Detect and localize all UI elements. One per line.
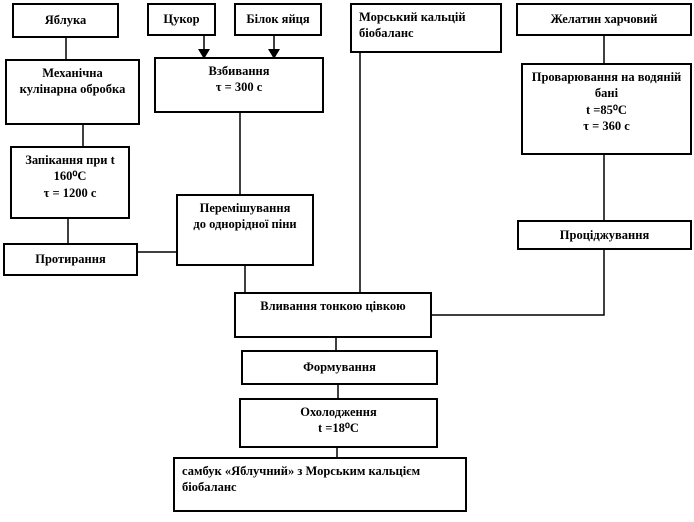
box-label: Вливання тонкою цівкою [260, 299, 406, 313]
box-label: самбук «Яблучний» з Морським кальцієм [182, 464, 421, 478]
box-label: Проварювання на водяній [531, 70, 682, 84]
box-step-baking [10, 146, 130, 219]
box-label: бані [594, 86, 619, 101]
box-label: Запікання при t [25, 153, 115, 167]
box-ingredient-sea-calcium [350, 3, 502, 53]
box-label: Яблука [44, 13, 87, 28]
box-label: t =85⁰С [586, 102, 627, 117]
box-step-cooling [239, 398, 438, 448]
box-step-forming [241, 350, 438, 385]
box-label: Морський кальцій [359, 10, 466, 24]
box-label: кулінарна обробка [19, 82, 126, 97]
box-label: t =18⁰С [318, 421, 359, 436]
box-step-straining [517, 220, 692, 250]
box-step-mechanical-processing [5, 59, 140, 125]
box-step-thin-stream-pouring [234, 292, 432, 338]
box-label: до однорідної піни [193, 217, 297, 232]
box-label: Протирання [35, 252, 106, 267]
box-label: Желатин харчовий [550, 12, 658, 27]
box-label: Формування [303, 360, 376, 375]
box-label: Механічна [42, 66, 103, 80]
box-label: Цукор [163, 12, 200, 27]
box-label: біобаланс [359, 26, 414, 41]
box-label: τ = 360 с [583, 118, 630, 133]
box-ingredient-apples [12, 3, 119, 38]
box-step-mixing [176, 194, 314, 266]
box-label: 160⁰С [53, 169, 87, 184]
box-label: Проціджування [559, 227, 650, 242]
box-ingredient-sugar [147, 3, 216, 36]
box-label: Перемішування [199, 201, 291, 215]
box-label: Білок яйця [246, 12, 310, 27]
box-label: біобаланс [182, 480, 237, 495]
box-label: τ = 1200 с [43, 185, 97, 200]
box-step-rubbing [3, 243, 138, 276]
box-label: Охолодження [300, 405, 377, 419]
box-step-whipping [154, 57, 324, 113]
box-label: Взбивання [208, 64, 270, 78]
box-ingredient-gelatin [516, 3, 692, 36]
box-final-product [173, 457, 467, 512]
connector-straining-pouring [432, 250, 604, 315]
box-step-water-bath-boiling [521, 63, 692, 155]
box-ingredient-egg-white [234, 3, 322, 36]
box-label: τ = 300 с [215, 80, 263, 95]
